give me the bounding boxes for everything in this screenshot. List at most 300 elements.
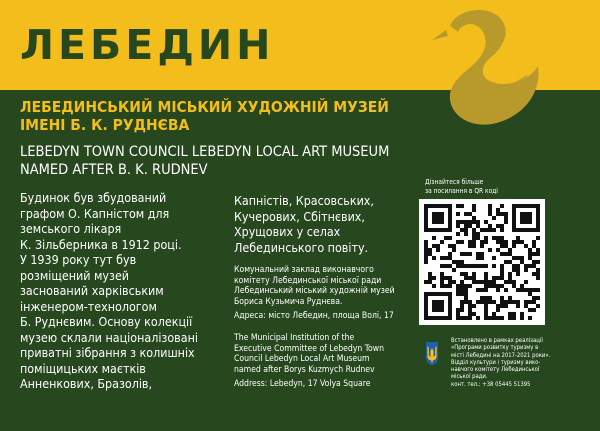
qr-module [464,220,468,224]
qr-module [452,248,456,252]
qr-module [460,204,464,208]
qr-module [464,264,468,268]
qr-module [424,280,428,284]
qr-module [476,316,480,320]
program-note-line: міської ради. [451,374,488,381]
qr-module [448,216,452,220]
qr-module [460,288,464,292]
qr-module [496,248,500,252]
qr-module [428,228,432,232]
qr-module [468,284,472,288]
qr-module [536,228,540,232]
qr-module [480,300,484,304]
qr-module [524,268,528,272]
qr-module [424,260,428,264]
qr-module [516,256,520,260]
qr-module [452,268,456,272]
qr-module [500,268,504,272]
qr-note [425,178,498,195]
qr-module [500,228,504,232]
qr-module [528,216,532,220]
qr-module [440,284,444,288]
qr-module [536,296,540,300]
qr-module [496,276,500,280]
qr-module [468,304,472,308]
qr-module [444,228,448,232]
history-line: У 1939 року тут був [20,252,137,267]
qr-module [528,204,532,208]
qr-module [424,244,428,248]
qr-module [456,308,460,312]
qr-module [428,272,432,276]
qr-module [476,232,480,236]
qr-module [536,224,540,228]
qr-module [460,264,464,268]
qr-module [500,204,504,208]
qr-module [516,240,520,244]
qr-module [464,224,468,228]
qr-module [532,288,536,292]
qr-module [504,240,508,244]
qr-module [436,216,440,220]
qr-module [468,244,472,248]
qr-module [448,204,452,208]
qr-module [496,308,500,312]
qr-module [448,296,452,300]
title-ua-line: ІМЕНІ Б. К. РУДНЄВА [20,116,190,134]
qr-module [432,316,436,320]
qr-module [484,288,488,292]
history-line: графом О. Капністом для [20,205,170,221]
qr-module [496,212,500,216]
qr-module [508,280,512,284]
qr-module [528,228,532,232]
qr-module [480,252,484,256]
qr-module [532,244,536,248]
qr-module [428,280,432,284]
institution-ua-line: Бориса Кузьмича Руднєва. [234,296,343,307]
qr-module [488,280,492,284]
qr-module [532,308,536,312]
qr-module [484,240,488,244]
qr-module [428,276,432,280]
program-note-line: місті Лебедині на 2017-2021 роки». [451,352,551,359]
qr-module [528,248,532,252]
qr-module [460,284,464,288]
qr-module [528,264,532,268]
qr-module [484,276,488,280]
qr-module [512,220,516,224]
qr-module [476,252,480,256]
qr-module [456,316,460,320]
qr-module [424,296,428,300]
qr-module [500,316,504,320]
qr-module [432,304,436,308]
qr-module [484,296,488,300]
qr-module [492,276,496,280]
qr-module [444,236,448,240]
qr-module [500,300,504,304]
qr-module [520,284,524,288]
qr-module [484,236,488,240]
qr-module [424,316,428,320]
qr-module [484,308,488,312]
museum-title-ua [20,98,389,134]
qr-module [496,316,500,320]
qr-module [480,280,484,284]
qr-module [460,292,464,296]
qr-module [460,316,464,320]
qr-module [524,304,528,308]
institution-ua-line: Комунальний заклад виконавчого [234,265,374,275]
qr-module [512,212,516,216]
qr-module [448,316,452,320]
history-line: Будинок був збудований [20,190,167,205]
history-line: Б. Руднєвим. Основу колекції [20,314,193,329]
qr-module [472,272,476,276]
qr-module [424,308,428,312]
qr-module [504,280,508,284]
qr-module [516,264,520,268]
qr-module [524,264,528,268]
institution-info-ua [234,265,395,307]
qr-module [532,264,536,268]
qr-module [532,272,536,276]
program-note-line: конт. тел.: +38 05445 51395 [451,381,531,388]
history-line: земського лікаря [20,221,122,236]
qr-module [424,256,428,260]
qr-module [436,212,440,216]
qr-module [472,232,476,236]
qr-module [476,288,480,292]
qr-module [444,316,448,320]
qr-module [512,284,516,288]
qr-module [452,244,456,248]
qr-code-icon[interactable] [419,199,545,325]
qr-module [464,284,468,288]
qr-module [520,256,524,260]
qr-module [504,260,508,264]
qr-note-line: Дізнайтеся більше [425,178,484,186]
qr-module [476,280,480,284]
qr-module [468,316,472,320]
qr-module [504,216,508,220]
qr-module [440,228,444,232]
address-ua: Адреса: місто Лебедин, площа Волі, 17 [234,311,394,321]
qr-module [448,308,452,312]
qr-module [440,264,444,268]
qr-module [496,224,500,228]
qr-module [512,244,516,248]
qr-module [520,240,524,244]
qr-module [448,228,452,232]
qr-module [524,228,528,232]
program-note-line: Відділ культури і туризму вико- [451,359,541,366]
qr-module [512,240,516,244]
qr-module [508,252,512,256]
qr-module [484,264,488,268]
qr-module [456,312,460,316]
qr-module [504,220,508,224]
qr-module [520,316,524,320]
qr-module [440,292,444,296]
qr-module [512,224,516,228]
qr-module [512,316,516,320]
qr-module [536,236,540,240]
qr-module [524,280,528,284]
qr-module [484,280,488,284]
qr-module [444,292,448,296]
qr-module [472,276,476,280]
qr-module [460,280,464,284]
qr-module [492,280,496,284]
title-en-line: LEBEDYN TOWN COUNCIL LEBEDYN LOCAL ART MUSEUM [20,144,390,160]
qr-module [472,216,476,220]
qr-module [472,236,476,240]
history-line: Анненкових, Бразолів, [20,376,153,391]
qr-module [520,312,524,316]
qr-module [424,240,428,244]
qr-module [496,240,500,244]
qr-module [528,212,532,216]
qr-module [512,264,516,268]
qr-module [476,224,480,228]
qr-module [536,216,540,220]
qr-module [428,248,432,252]
qr-module [508,312,512,316]
qr-module [532,204,536,208]
qr-module [424,208,428,212]
qr-module [464,228,468,232]
qr-module [512,312,516,316]
qr-module [508,276,512,280]
qr-module [460,272,464,276]
qr-module [452,260,456,264]
qr-module [484,220,488,224]
qr-module [492,256,496,260]
qr-module [524,204,528,208]
qr-module [488,248,492,252]
qr-module [492,316,496,320]
qr-module [424,216,428,220]
qr-module [536,220,540,224]
qr-module [424,312,428,316]
qr-module [488,296,492,300]
qr-module [508,316,512,320]
qr-module [464,316,468,320]
qr-module [432,276,436,280]
qr-module [536,304,540,308]
qr-module [476,236,480,240]
qr-module [432,300,436,304]
qr-module [512,204,516,208]
institution-en-line: named after Borys Kuzmych Rudnev [234,364,375,375]
qr-module [512,300,516,304]
institution-info-en [234,333,384,375]
qr-module [536,252,540,256]
qr-module [524,220,528,224]
qr-module [440,212,444,216]
qr-module [472,220,476,224]
qr-module [456,292,460,296]
qr-module [480,264,484,268]
qr-module [448,212,452,216]
qr-module [484,284,488,288]
qr-module [512,208,516,212]
qr-module [532,296,536,300]
qr-code-graphic [419,199,545,325]
qr-module [536,260,540,264]
qr-module [460,252,464,256]
qr-module [500,276,504,280]
qr-module [520,212,524,216]
qr-module [432,216,436,220]
qr-module [468,240,472,244]
qr-module [448,252,452,256]
history-text-column-2 [234,193,409,255]
history-line: поміщицьких маєтків [20,360,146,376]
qr-module [468,276,472,280]
qr-module [480,240,484,244]
qr-module [532,228,536,232]
qr-module [428,252,432,256]
history-line: приватні зібрання з колишніх [20,345,195,360]
qr-module [516,268,520,272]
qr-module [496,288,500,292]
qr-module [444,276,448,280]
qr-module [524,288,528,292]
qr-module [528,288,532,292]
qr-module [504,300,508,304]
qr-module [532,252,536,256]
qr-module [424,228,428,232]
qr-module [488,204,492,208]
qr-module [448,256,452,260]
qr-module [424,224,428,228]
qr-module [464,212,468,216]
qr-module [532,300,536,304]
qr-module [436,248,440,252]
qr-module [496,208,500,212]
institution-en-line: The Municipal Institution of the [234,333,355,343]
qr-module [512,268,516,272]
qr-module [500,272,504,276]
qr-module [448,304,452,308]
qr-module [428,292,432,296]
qr-module [512,228,516,232]
qr-module [520,216,524,220]
city-name: ЛЕБЕДИН [20,21,275,69]
program-note-line: «Програми розвитку туризму в [451,345,539,352]
qr-module [448,236,452,240]
qr-module [456,224,460,228]
qr-module [492,264,496,268]
qr-module [428,316,432,320]
qr-module [432,284,436,288]
qr-module [432,228,436,232]
qr-module [520,260,524,264]
qr-module [436,308,440,312]
qr-module [440,272,444,276]
qr-module [472,264,476,268]
qr-module [468,220,472,224]
history-line: інженером-технологом [20,298,157,314]
qr-module [432,292,436,296]
qr-module [492,228,496,232]
history-line: розміщений музей [20,267,130,283]
history-line: К. Зільберника в 1912 році. [20,236,182,252]
qr-module [520,228,524,232]
qr-module [424,252,428,256]
qr-module [468,308,472,312]
qr-module [536,276,540,280]
qr-module [508,260,512,264]
qr-module [472,204,476,208]
qr-module [464,252,468,256]
qr-module [472,244,476,248]
qr-module [500,252,504,256]
qr-module [456,212,460,216]
qr-module [456,284,460,288]
qr-module [464,296,468,300]
qr-module [520,288,524,292]
qr-module [480,244,484,248]
qr-module [440,220,444,224]
qr-module [476,256,480,260]
qr-module [512,256,516,260]
qr-module [468,252,472,256]
qr-module [528,220,532,224]
qr-module [464,300,468,304]
qr-module [440,204,444,208]
qr-module [488,316,492,320]
qr-module [448,208,452,212]
qr-module [524,244,528,248]
qr-module [448,244,452,248]
qr-module [460,240,464,244]
qr-module [436,204,440,208]
qr-module [448,220,452,224]
qr-module [528,256,532,260]
qr-module [488,284,492,288]
qr-module [456,232,460,236]
qr-module [536,288,540,292]
qr-module [500,304,504,308]
qr-module [496,284,500,288]
qr-module [508,300,512,304]
qr-module [448,224,452,228]
qr-module [484,316,488,320]
qr-module [456,240,460,244]
qr-module [436,292,440,296]
qr-module [480,288,484,292]
qr-module [504,244,508,248]
qr-module [428,204,432,208]
qr-module [432,212,436,216]
qr-module [536,204,540,208]
qr-module [512,216,516,220]
qr-module [508,272,512,276]
qr-module [508,248,512,252]
qr-module [448,300,452,304]
qr-module [504,304,508,308]
qr-module [436,220,440,224]
qr-module [472,240,476,244]
qr-module [500,296,504,300]
institution-en-line: Executive Committee of Lebedyn Town [234,343,384,354]
history-line: Лебединського повіту. [234,239,369,255]
qr-module [424,248,428,252]
